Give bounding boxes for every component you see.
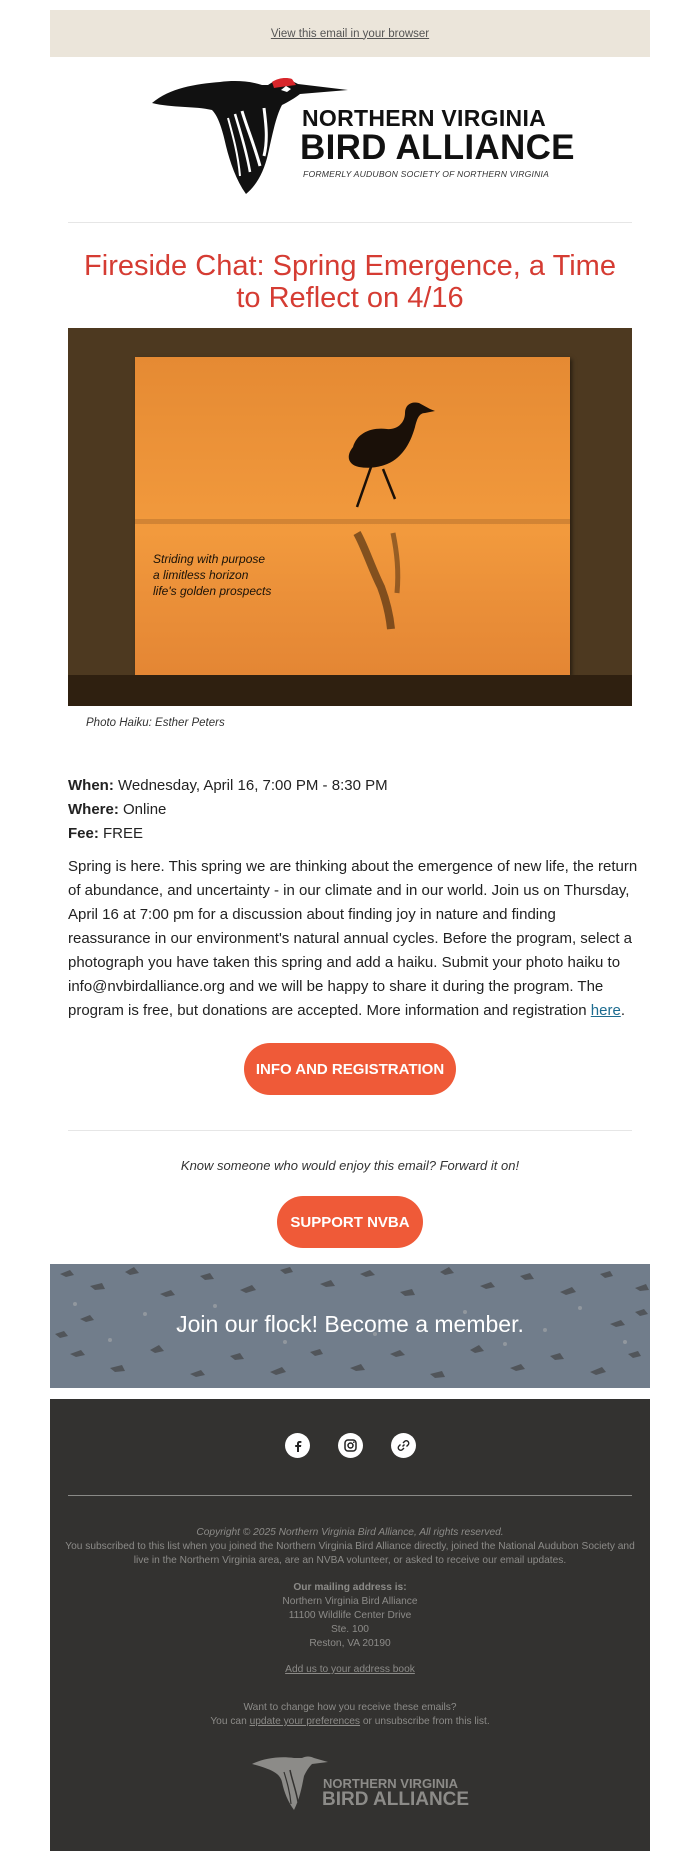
haiku-line: a limitless horizon: [153, 568, 249, 582]
where-label: Where:: [68, 801, 119, 818]
divider: [68, 1130, 632, 1131]
instagram-icon[interactable]: [338, 1433, 363, 1458]
link-icon[interactable]: [391, 1433, 416, 1458]
update-preferences-link[interactable]: update your preferences: [249, 1716, 361, 1727]
footer-logo-line-1: NORTHERN VIRGINIA: [323, 1776, 459, 1791]
footer-logo[interactable]: [250, 1754, 470, 1819]
fee-label: Fee:: [68, 825, 99, 842]
haiku-line: life's golden prospects: [153, 584, 272, 598]
view-in-browser-link[interactable]: View this email in your browser: [270, 27, 430, 40]
event-description: [68, 855, 638, 1023]
horizon-line: [135, 519, 570, 524]
mailing-address-label: Our mailing address is:: [293, 1582, 407, 1593]
address-line: 11100 Wildlife Center Drive: [288, 1610, 412, 1621]
when-value: Wednesday, April 16, 7:00 PM - 8:30 PM: [118, 777, 388, 794]
photo-bottom-band: [68, 675, 632, 706]
fee-value: FREE: [103, 825, 144, 842]
event-title: Fireside Chat: Spring Emergence, a Time to Reflect on 4/16: [84, 250, 616, 314]
change-prefs-text: Want to change how you receive these emails?: [243, 1702, 457, 1713]
copyright-text: Copyright © 2025 Northern Virginia Bird Alliance, All rights reserved.: [196, 1527, 504, 1538]
fee-row: [68, 822, 388, 846]
unsubscribe-text: or unsubscribe from this list.: [360, 1716, 490, 1727]
forward-text: Know someone who would enjoy this email? Forward it on!: [180, 1158, 520, 1173]
logo-line-2: BIRD ALLIANCE: [300, 128, 575, 167]
preferences-row: [60, 1715, 640, 1729]
footer-bird-icon: [250, 1754, 330, 1814]
photo-caption: Photo Haiku: Esther Peters: [86, 717, 225, 729]
support-nvba-button[interactable]: SUPPORT NVBA: [277, 1196, 423, 1248]
photo-frame: [135, 357, 570, 675]
divider: [68, 222, 632, 223]
haiku-line: Striding with purpose: [153, 552, 266, 566]
event-photo: [68, 328, 632, 706]
event-facts: [68, 774, 388, 846]
footer: [50, 1399, 650, 1851]
nvba-logo[interactable]: [50, 70, 650, 200]
logo-line-1: NORTHERN VIRGINIA: [302, 105, 547, 131]
you-can-text: You can: [210, 1716, 250, 1727]
add-to-address-book-link[interactable]: Add us to your address book: [285, 1664, 415, 1675]
address-line: Reston, VA 20190: [309, 1638, 391, 1649]
description-end: .: [620, 1002, 625, 1019]
info-registration-button[interactable]: INFO AND REGISTRATION: [244, 1043, 456, 1095]
join-banner-text[interactable]: Join our flock! Become a member.: [176, 1311, 524, 1337]
top-bar: [50, 10, 650, 57]
haiku-text: [153, 551, 271, 599]
footer-divider: [68, 1495, 632, 1496]
where-row: [68, 798, 388, 822]
where-value: Online: [123, 801, 167, 818]
heron-silhouette: [135, 357, 570, 675]
when-row: [68, 774, 388, 798]
address-book-row: [60, 1663, 640, 1677]
facebook-icon[interactable]: [285, 1433, 310, 1458]
footer-logo-line-2: BIRD ALLIANCE: [322, 1789, 470, 1810]
registration-here-link[interactable]: here: [590, 1002, 621, 1019]
when-label: When:: [68, 777, 114, 794]
description-text: Spring is here. This spring we are thinking about the emergence of new life, the return of abundance, and uncertainty - in our climate and in our world. Join us on Thursday, April 16 at 7:00 pm for a discussion about finding joy in nature and finding reassurance in our environment's natural annual cycles. Before the program, select a photograph you have taken this spring and add a haiku. Submit your photo haiku to info@nvbirdalliance.org and we will be happy to share it during the program. The program is free, but donations are accepted. More information and registration: [68, 858, 638, 1019]
logo-line-3: FORMERLY AUDUBON SOCIETY OF NORTHERN VIRGINIA: [303, 169, 550, 179]
address-line: Northern Virginia Bird Alliance: [282, 1596, 418, 1607]
subscription-text: You subscribed to this list when you joined the Northern Virginia Bird Alliance directly, joined the National Audubon Society and live in the Northern Virginia area, are an NVBA volunteer, or asked to receive our email updates.: [65, 1541, 635, 1566]
address-line: Ste. 100: [331, 1624, 369, 1635]
join-banner[interactable]: [50, 1264, 650, 1388]
